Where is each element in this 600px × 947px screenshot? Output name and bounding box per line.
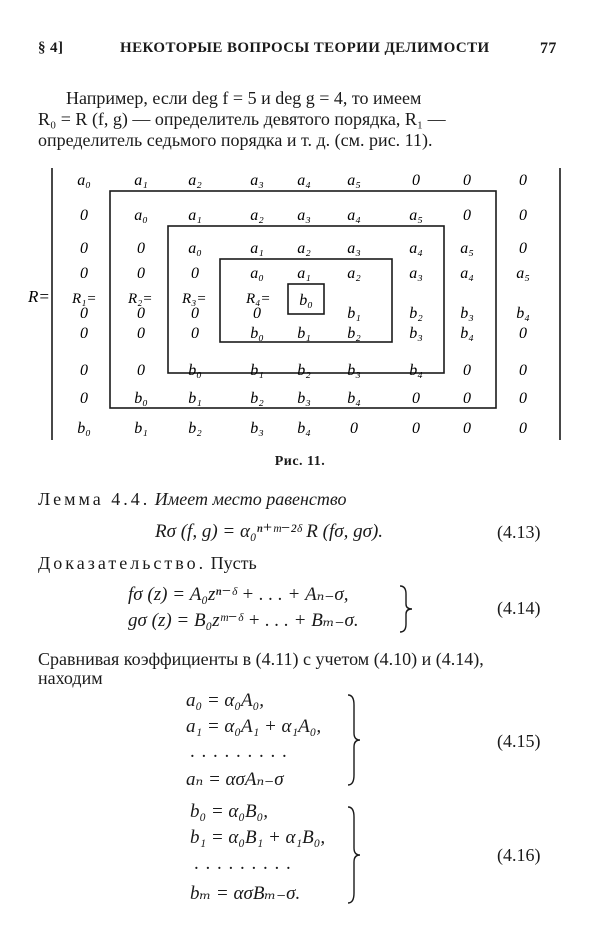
equation-number-4-15: (4.15) — [497, 731, 541, 751]
matrix-cell-r5-c2: 0 — [191, 325, 199, 342]
compare-line-2: находим — [38, 668, 103, 688]
matrix-cell-r5-c3: b₀ — [250, 325, 264, 342]
matrix-cell-r8-c1: b₁ — [134, 420, 148, 437]
matrix-cell-r2-c6: a₄ — [409, 240, 423, 257]
matrix-cell-r3-c8: a₅ — [516, 265, 530, 282]
system-a-line-4: aₙ = ασAₙ₋σ — [186, 769, 284, 790]
matrix-cell-r4-c7: b₃ — [460, 305, 474, 322]
matrix-cell-r6-c7: 0 — [463, 362, 471, 379]
matrix-cell-r6-c1: 0 — [137, 362, 145, 379]
system-a-line-2: a₁ = α₀A₁ + α₁A₀, — [186, 716, 322, 737]
right-brace-4-14 — [398, 584, 414, 634]
right-brace-4-16 — [346, 805, 362, 905]
section-marker: § 4] — [38, 40, 64, 56]
matrix-cell-r4-c3: 0 — [253, 305, 261, 322]
matrix-cell-r1-c1: a₀ — [134, 207, 148, 224]
determinant-figure — [0, 160, 600, 445]
matrix-cell-r5-c1: 0 — [137, 325, 145, 342]
right-brace-4-15 — [346, 693, 362, 787]
page-number: 77 — [540, 40, 557, 57]
matrix-cell-r0-c3: a₃ — [250, 172, 264, 189]
equation-number-4-13: (4.13) — [497, 522, 541, 542]
matrix-cell-r7-c6: 0 — [412, 390, 420, 407]
matrix-cell-r8-c0: b₀ — [77, 420, 91, 437]
system-a-dots: . . . . . . . . . — [190, 741, 288, 762]
matrix-cell-r2-c8: 0 — [519, 240, 527, 257]
matrix-cell-r7-c0: 0 — [80, 390, 88, 407]
matrix-cell-r5-c5: b₂ — [347, 325, 361, 342]
equation-number-4-14: (4.14) — [497, 598, 541, 618]
figure-caption: Рис. 11. — [274, 454, 326, 469]
intro-line-2: R₀ = R (f, g) — определитель девятого порядка, R₁ — — [38, 109, 446, 129]
matrix-cell-r1-c4: a₃ — [297, 207, 311, 224]
lemma-statement — [38, 489, 347, 510]
matrix-cell-r3-c6: a₃ — [409, 265, 423, 282]
running-title: НЕКОТОРЫЕ ВОПРОСЫ ТЕОРИИ ДЕЛИМОСТИ — [120, 40, 490, 56]
lemma-text: Имеет место равенство — [154, 489, 347, 509]
matrix-cell-r0-c8: 0 — [519, 172, 527, 189]
matrix-cell-r6-c6: b₄ — [409, 362, 423, 379]
matrix-cell-r6-c8: 0 — [519, 362, 527, 379]
matrix-cell-r6-c5: b₃ — [347, 362, 361, 379]
matrix-cell-r7-c2: b₁ — [188, 390, 202, 407]
system-b-dots: . . . . . . . . . — [194, 853, 292, 874]
center-b0: b₀ — [299, 292, 313, 309]
system-b-line-1: b₀ = α₀B₀, — [190, 801, 268, 822]
system-b-line-4: bₘ = ασBₘ₋σ. — [190, 883, 301, 904]
matrix-cell-r6-c0: 0 — [80, 362, 88, 379]
matrix-cell-r5-c7: b₄ — [460, 325, 474, 342]
matrix-cell-r1-c2: a₁ — [188, 207, 202, 224]
label-r4: R₄= — [246, 291, 271, 307]
proof-statement — [38, 553, 257, 574]
matrix-cell-r8-c4: b₄ — [297, 420, 311, 437]
lemma-label: Лемма 4.4. — [38, 489, 151, 509]
matrix-cell-r2-c5: a₃ — [347, 240, 361, 257]
matrix-cell-r4-c1: 0 — [137, 305, 145, 322]
proof-label: Доказательство. — [38, 553, 207, 573]
matrix-cell-r7-c5: b₄ — [347, 390, 361, 407]
label-r1: R₁= — [72, 291, 97, 307]
matrix-cell-r8-c2: b₂ — [188, 420, 202, 437]
matrix-cell-r4-c2: 0 — [191, 305, 199, 322]
matrix-cell-r4-c0: 0 — [80, 305, 88, 322]
matrix-cell-r0-c0: a₀ — [77, 172, 91, 189]
matrix-cell-r1-c6: a₅ — [409, 207, 423, 224]
equation-number-4-16: (4.16) — [497, 845, 541, 865]
matrix-cell-r3-c0: 0 — [80, 265, 88, 282]
matrix-cell-r7-c1: b₀ — [134, 390, 148, 407]
matrix-cell-r6-c3: b₁ — [250, 362, 264, 379]
r-label: R= — [28, 287, 50, 306]
matrix-cell-r1-c3: a₂ — [250, 207, 264, 224]
matrix-cell-r2-c3: a₁ — [250, 240, 264, 257]
label-r3: R₃= — [182, 291, 207, 307]
matrix-cell-r3-c4: a₁ — [297, 265, 311, 282]
matrix-cell-r3-c7: a₄ — [460, 265, 474, 282]
matrix-cell-r0-c5: a₅ — [347, 172, 361, 189]
equation-4-14-line-1: fσ (z) = A₀zⁿ⁻ᵟ + . . . + Aₙ₋σ, — [128, 584, 349, 605]
matrix-cell-r8-c8: 0 — [519, 420, 527, 437]
matrix-cell-r1-c5: a₄ — [347, 207, 361, 224]
matrix-cell-r7-c8: 0 — [519, 390, 527, 407]
matrix-cell-r0-c7: 0 — [463, 172, 471, 189]
matrix-cell-r6-c4: b₂ — [297, 362, 311, 379]
matrix-cell-r0-c4: a₄ — [297, 172, 311, 189]
matrix-cell-r7-c3: b₂ — [250, 390, 264, 407]
system-a-line-1: a₀ = α₀A₀, — [186, 690, 264, 711]
matrix-cell-r2-c7: a₅ — [460, 240, 474, 257]
matrix-cell-r4-c6: b₂ — [409, 305, 423, 322]
matrix-cell-r7-c7: 0 — [463, 390, 471, 407]
matrix-cell-r6-c2: b₀ — [188, 362, 202, 379]
compare-line-1: Сравнивая коэффициенты в (4.11) с учетом (4.10) и (4.14), — [38, 649, 484, 669]
matrix-cell-r3-c3: a₀ — [250, 265, 264, 282]
equation-4-13: Rσ (f, g) = α₀ⁿ⁺ᵐ⁻²ᵟ R (fσ, gσ). — [155, 521, 384, 542]
proof-text: Пусть — [210, 553, 257, 573]
matrix-cell-r5-c6: b₃ — [409, 325, 423, 342]
matrix-cell-r8-c5: 0 — [350, 420, 358, 437]
matrix-cell-r0-c1: a₁ — [134, 172, 148, 189]
matrix-cell-r8-c3: b₃ — [250, 420, 264, 437]
matrix-cell-r3-c5: a₂ — [347, 265, 361, 282]
matrix-cell-r1-c0: 0 — [80, 207, 88, 224]
matrix-cell-r2-c0: 0 — [80, 240, 88, 257]
matrix-cell-r1-c8: 0 — [519, 207, 527, 224]
matrix-cell-r3-c1: 0 — [137, 265, 145, 282]
system-b-line-2: b₁ = α₀B₁ + α₁B₀, — [190, 827, 326, 848]
matrix-cell-r5-c0: 0 — [80, 325, 88, 342]
matrix-cell-r4-c8: b₄ — [516, 305, 530, 322]
intro-line-1: Например, если deg f = 5 и deg g = 4, то имеем — [66, 88, 422, 108]
matrix-cell-r8-c7: 0 — [463, 420, 471, 437]
matrix-cell-r2-c2: a₀ — [188, 240, 202, 257]
matrix-cell-r4-c5: b₁ — [347, 305, 361, 322]
intro-line-3: определитель седьмого порядка и т. д. (см. рис. 11). — [38, 130, 433, 150]
matrix-cell-r5-c8: 0 — [519, 325, 527, 342]
matrix-cell-r5-c4: b₁ — [297, 325, 311, 342]
matrix-cell-r0-c2: a₂ — [188, 172, 202, 189]
matrix-cell-r8-c6: 0 — [412, 420, 420, 437]
label-r2: R₂= — [128, 291, 153, 307]
matrix-cell-r2-c4: a₂ — [297, 240, 311, 257]
matrix-cell-r2-c1: 0 — [137, 240, 145, 257]
matrix-cell-r7-c4: b₃ — [297, 390, 311, 407]
matrix-cell-r3-c2: 0 — [191, 265, 199, 282]
matrix-cell-r1-c7: 0 — [463, 207, 471, 224]
equation-4-14-line-2: gσ (z) = B₀zᵐ⁻ᵟ + . . . + Bₘ₋σ. — [128, 610, 359, 631]
matrix-cell-r0-c6: 0 — [412, 172, 420, 189]
